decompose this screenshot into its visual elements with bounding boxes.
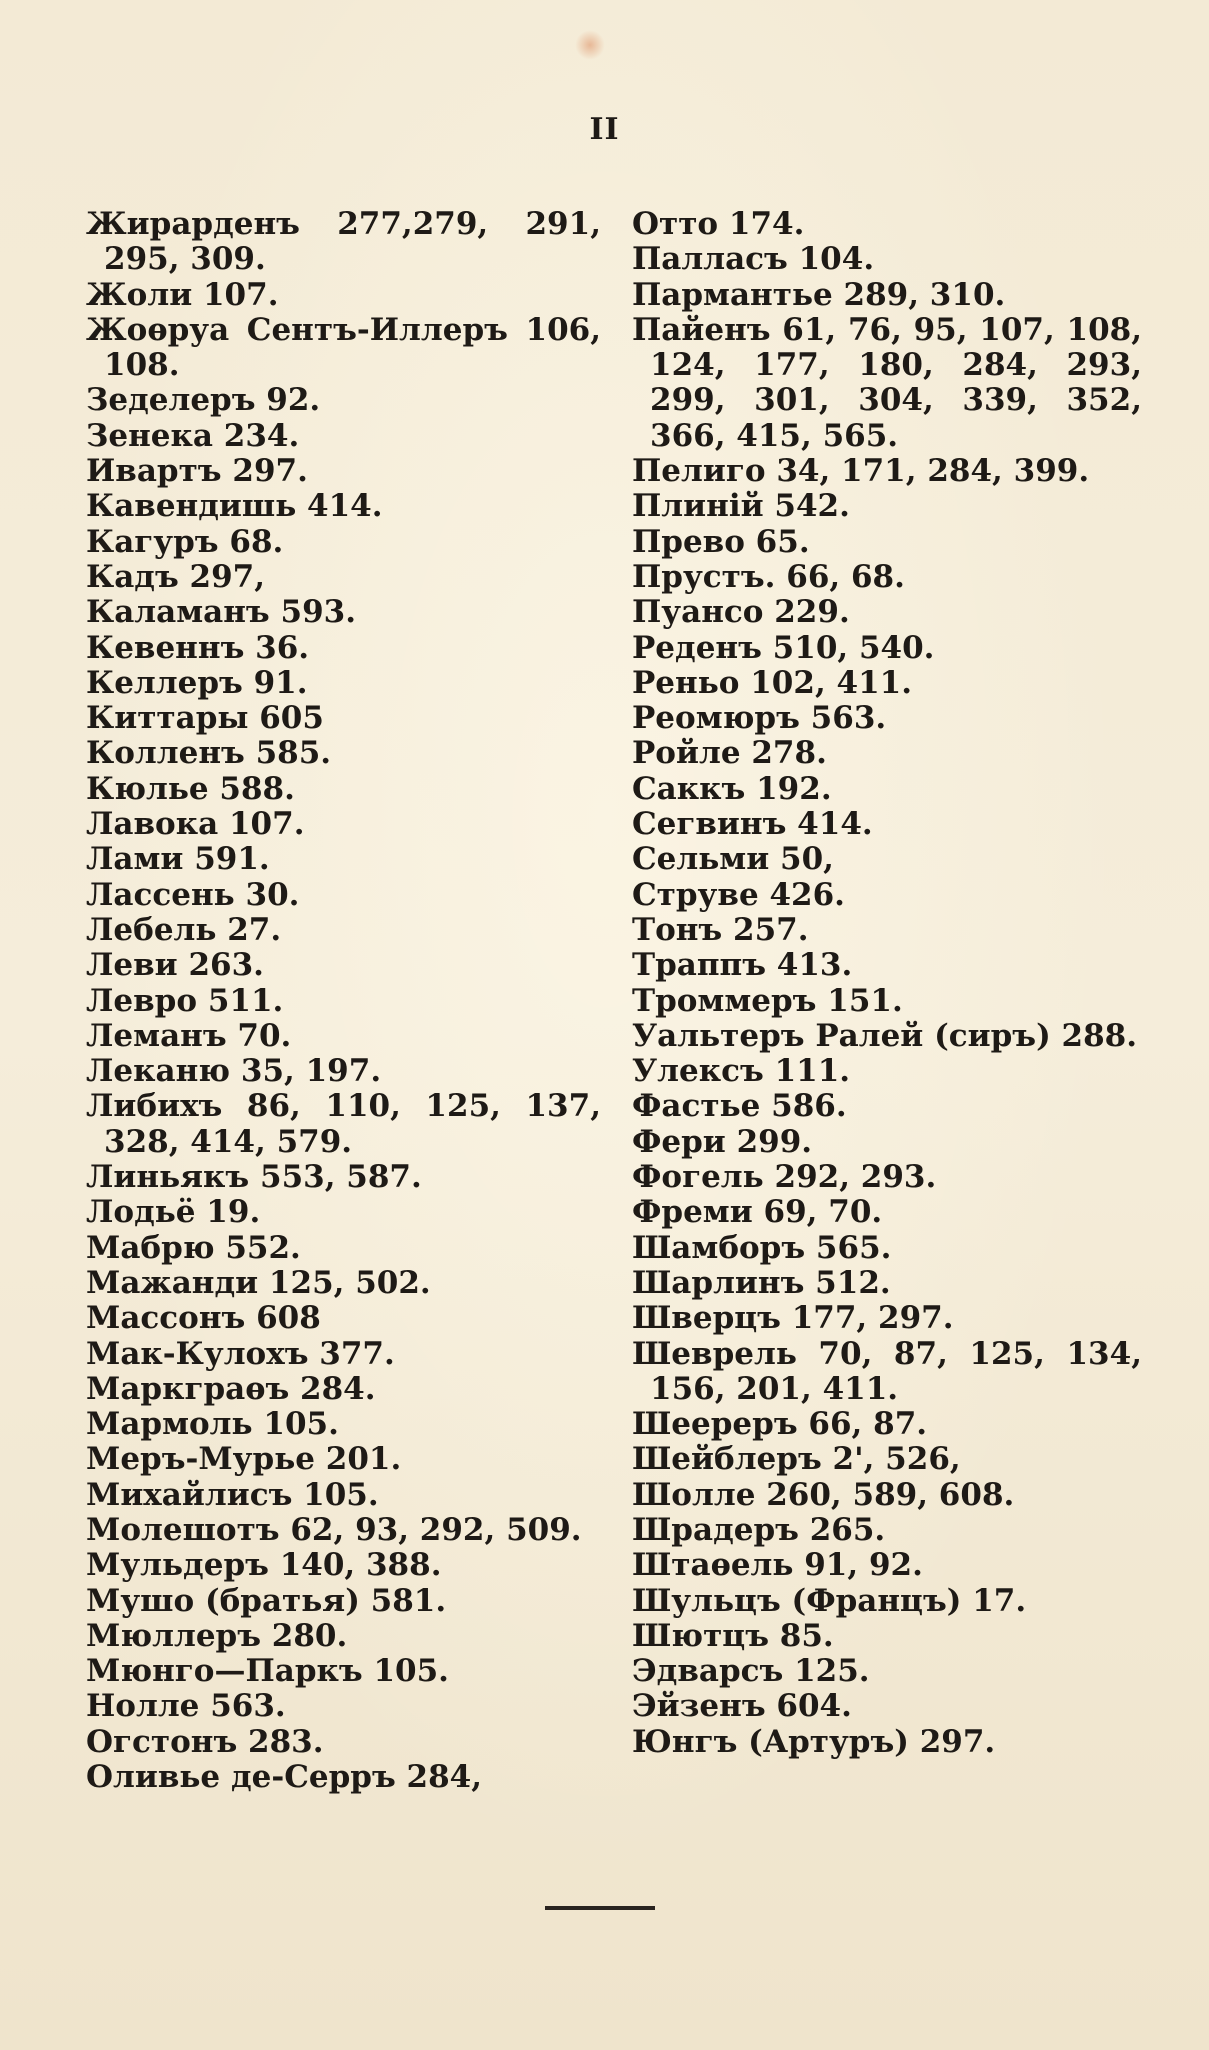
index-entry: Юнгъ (Артуръ) 297. [632,1723,996,1760]
index-entry: Лавока 107. [86,806,305,843]
closing-rule [545,1906,655,1910]
index-entry: Кюлье 588. [86,770,295,807]
index-entry: Шолле 260, 589, 608. [632,1476,1015,1513]
index-entry: Тонъ 257. [632,911,809,948]
index-entry: Реомюръ 563. [632,700,887,737]
index-entry: Жирарденъ 277,279, 291, 295, 309. [86,206,601,278]
index-entry: Ивартъ 297. [86,453,308,490]
index-entry: Шютцъ 85. [632,1617,834,1654]
index-entry: Шарлинъ 512. [632,1264,891,1301]
index-entry: Огстонъ 283. [86,1723,324,1760]
index-entry: Леканю 35, 197. [86,1053,382,1090]
index-entry: Массонъ 608 [86,1300,321,1337]
page-number: II [589,112,620,147]
index-entry: Пуансо 229. [632,594,850,631]
index-entry: Шеврель 70, 87, 125, 134, 156, 201, 411. [632,1335,1142,1407]
index-entry: Маркграѳъ 284. [86,1370,376,1407]
index-entry: Мажанди 125, 502. [86,1264,431,1301]
index-entry: Пелиго 34, 171, 284, 399. [632,453,1090,490]
index-entry: Колленъ 585. [86,735,332,772]
index-entry: Отто 174. [632,206,805,242]
index-entry: Эдварсъ 125. [632,1653,870,1690]
index-entry: Реденъ 510, 540. [632,629,935,666]
index-entry: Эйзенъ 604. [632,1688,852,1725]
paper-stain [575,30,605,60]
index-entry: Уальтеръ Ралей (сиръ) 288. [632,1017,1138,1054]
index-entry: Фогель 292, 293. [632,1159,937,1196]
index-entry: Мюнго—Паркъ 105. [86,1653,449,1690]
index-entry: Лассень 30. [86,876,300,913]
index-entry: Шульцъ (Францъ) 17. [632,1582,1027,1619]
index-entry: Зеделеръ 92. [86,382,321,419]
index-entry: Пайенъ 61, 76, 95, 107, 108, 124, 177, 180, 284, 293, 299, 301, 304, 339, 352, 366, 415, 565. [632,311,1142,454]
index-entry: Плиній 542. [632,488,850,525]
index-entry: Мульдеръ 140, 388. [86,1547,442,1584]
index-entry: Келлеръ 91. [86,664,308,701]
index-entry: Шеереръ 66, 87. [632,1406,928,1443]
index-entry: Троммеръ 151. [632,982,903,1019]
index-entry: Мюллеръ 280. [86,1617,348,1654]
index-entry: Лами 591. [86,841,270,878]
index-entry: Каламанъ 593. [86,594,357,631]
index-entry: Реньо 102, 411. [632,664,913,701]
index-entry: Леманъ 70. [86,1017,292,1054]
index-entry: Саккъ 192. [632,770,832,807]
index-entry: Кадъ 297, [86,558,266,595]
index-entry: Нолле 563. [86,1688,286,1725]
index-entry: Шейблеръ 2', 526, [632,1441,961,1478]
index-entry: Фери 299. [632,1123,813,1160]
index-entry: Мабрю 552. [86,1229,301,1266]
index-entry: Палласъ 104. [632,241,875,278]
index-entry: Фреми 69, 70. [632,1194,883,1231]
index-entry: Шверцъ 177, 297. [632,1300,954,1337]
index-entry: Фастье 586. [632,1088,847,1125]
index-entry: Зенека 234. [86,417,300,454]
index-left-column [86,207,601,1795]
index-entry: Штаѳель 91, 92. [632,1547,923,1584]
index-entry: Траппъ 413. [632,947,853,984]
index-entry: Струве 426. [632,876,845,913]
index-entry: Сегвинъ 414. [632,806,873,843]
index-entry: Оливье де-Серръ 284, [86,1759,483,1796]
index-entry: Кевеннъ 36. [86,629,310,666]
index-entry: Шрадеръ 265. [632,1511,886,1548]
index-entry: Шамборъ 565. [632,1229,892,1266]
index-entry: Леви 263. [86,947,264,984]
index-entry: Прустъ. 66, 68. [632,558,905,595]
index-entry: Кагуръ 68. [86,523,284,560]
index-entry: Мармоль 105. [86,1406,339,1443]
index-entry: Улексъ 111. [632,1053,851,1090]
index-entry: Ройле 278. [632,735,827,772]
index-entry: Мушо (братья) 581. [86,1582,447,1619]
index-entry: Левро 511. [86,982,284,1019]
index-right-column [632,207,1142,1760]
index-entry: Либихъ 86, 110, 125, 137, 328, 414, 579. [86,1088,601,1160]
index-entry: Жоѳруа Сентъ-Иллеръ 106, 108. [86,311,601,384]
index-entry: Лебель 27. [86,911,282,948]
index-entry: Прево 65. [632,523,810,560]
index-entry: Кавендишь 414. [86,488,383,525]
index-entry: Мак-Кулохъ 377. [86,1335,395,1372]
index-entry: Михайлисъ 105. [86,1476,379,1513]
index-entry: Лодьё 19. [86,1194,261,1231]
index-entry: Линьякъ 553, 587. [86,1159,422,1196]
index-entry: Сельми 50, [632,841,834,878]
index-entry: Жоли 107. [86,276,279,313]
index-entry: Меръ-Мурье 201. [86,1441,402,1478]
index-entry: Молешотъ 62, 93, 292, 509. [86,1511,582,1548]
index-entry: Киттары 605 [86,700,324,737]
index-entry: Пармантье 289, 310. [632,276,1006,313]
